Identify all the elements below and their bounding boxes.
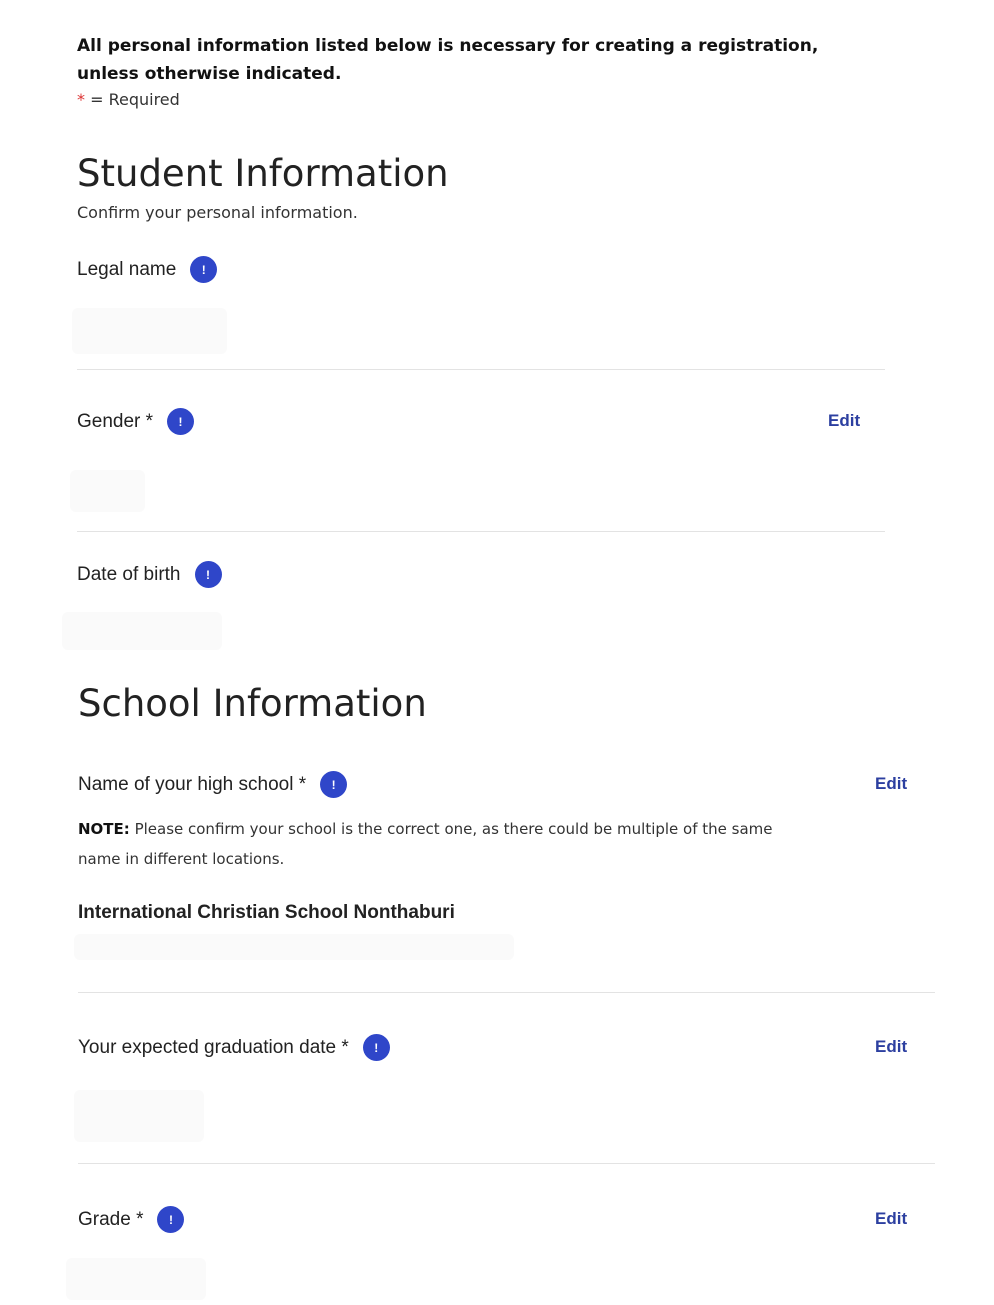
divider bbox=[77, 369, 885, 370]
grade-value bbox=[66, 1258, 206, 1300]
divider bbox=[78, 992, 935, 993]
graduation-label: Your expected graduation date * bbox=[78, 1036, 349, 1058]
school-section-title: School Information bbox=[78, 682, 427, 725]
divider bbox=[78, 1163, 935, 1164]
intro-text: All personal information listed below is necessary for creating a registration, unless otherwise indicated. bbox=[77, 36, 819, 84]
high-school-label: Name of your high school * bbox=[78, 773, 307, 795]
student-section-title: Student Information bbox=[77, 152, 449, 195]
dob-field bbox=[77, 561, 222, 588]
student-section-subtitle: Confirm your personal information. bbox=[77, 203, 358, 222]
legal-name-label: Legal name bbox=[77, 258, 177, 280]
grade-edit-button[interactable]: Edit bbox=[875, 1209, 908, 1228]
info-icon[interactable]: ! bbox=[363, 1034, 390, 1061]
info-icon[interactable]: ! bbox=[320, 771, 347, 798]
gender-value bbox=[70, 470, 145, 512]
required-legend bbox=[77, 90, 180, 109]
info-icon[interactable]: ! bbox=[167, 408, 194, 435]
dob-label: Date of birth bbox=[77, 563, 181, 585]
legal-name-field bbox=[77, 256, 217, 283]
graduation-edit-button[interactable]: Edit bbox=[875, 1037, 908, 1056]
info-icon[interactable]: ! bbox=[157, 1206, 184, 1233]
high-school-field bbox=[78, 771, 347, 798]
graduation-value bbox=[74, 1090, 204, 1142]
required-star: * bbox=[77, 90, 85, 109]
legal-name-value bbox=[72, 308, 227, 354]
grade-field bbox=[78, 1206, 184, 1233]
high-school-edit-button[interactable]: Edit bbox=[875, 774, 908, 793]
dob-value bbox=[62, 612, 222, 650]
gender-label: Gender * bbox=[77, 410, 154, 432]
note-text: Please confirm your school is the correct one, as there could be multiple of the same name in different locations. bbox=[78, 820, 773, 868]
high-school-note bbox=[78, 814, 778, 874]
high-school-address bbox=[74, 934, 514, 960]
info-icon[interactable]: ! bbox=[190, 256, 217, 283]
high-school-value: International Christian School Nonthaburi bbox=[78, 902, 455, 923]
graduation-field bbox=[78, 1034, 390, 1061]
gender-edit-button[interactable]: Edit bbox=[828, 411, 861, 430]
info-icon[interactable]: ! bbox=[195, 561, 222, 588]
required-legend-text: = Required bbox=[85, 90, 180, 109]
gender-field bbox=[77, 408, 194, 435]
grade-label: Grade * bbox=[78, 1208, 144, 1230]
note-prefix: NOTE: bbox=[78, 820, 130, 838]
divider bbox=[77, 531, 885, 532]
